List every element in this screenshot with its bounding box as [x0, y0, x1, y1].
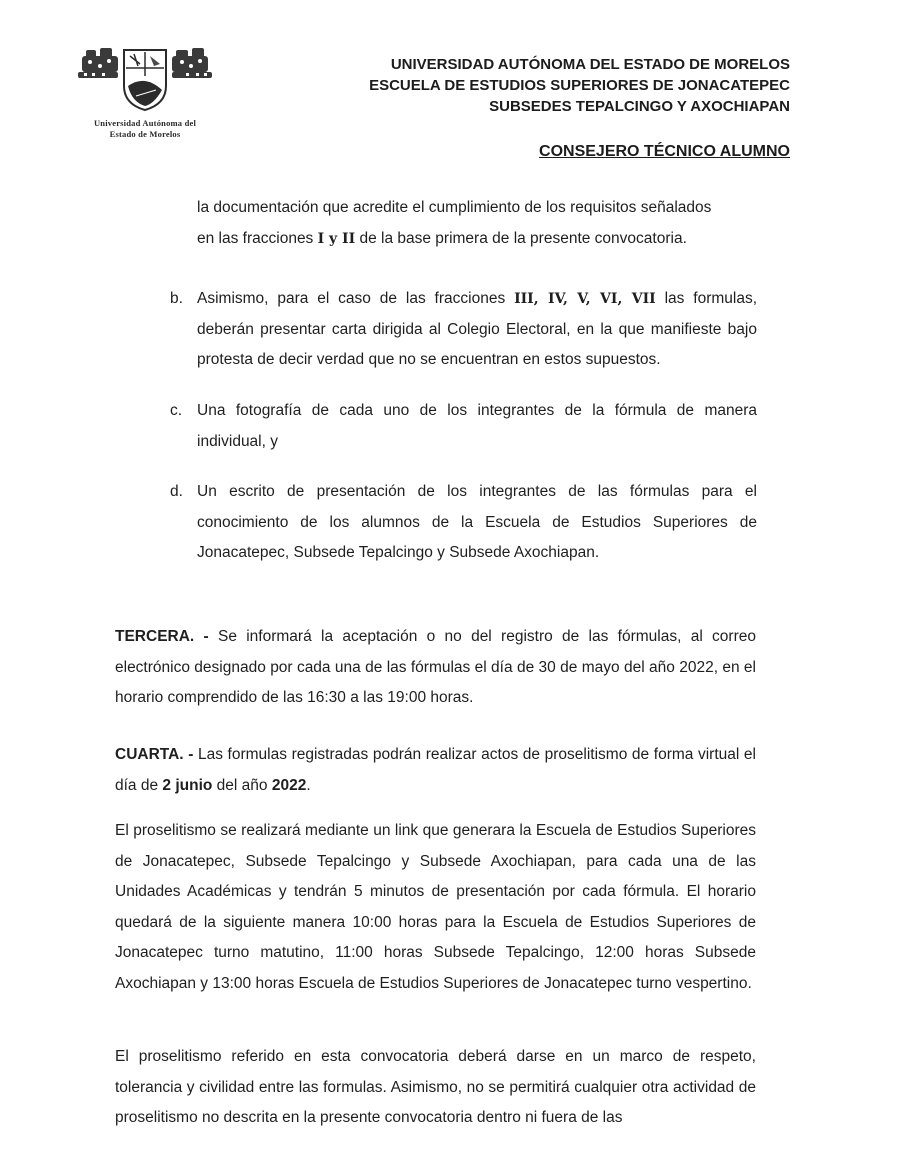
- tercera-paragraph: TERCERA. - Se informará la aceptación o no del registro de las fórmulas, al correo electrónico designado por cada una de las fórmulas el día de 30 de mayo del año 2022, en el horario comprendido de las 16:30 a las 19:00 horas.: [115, 628, 756, 706]
- item-d-letter: d.: [170, 483, 183, 500]
- institution-heading: [369, 54, 790, 117]
- fractions-list-bold: III, IV, V, VI, VII: [514, 291, 656, 307]
- institution-line3: SUBSEDES TEPALCINGO Y AXOCHIAPAN: [489, 98, 790, 115]
- item-b-text: Asimismo, para el caso de las fracciones III, IV, V, VI, VII las formulas, deberán presentar carta dirigida al Colegio Electoral, en la que manifieste bajo protesta de decir verdad que no se encuentran en estos supuestos.: [197, 290, 758, 368]
- tercera-label: TERCERA. -: [115, 628, 209, 645]
- university-crest-icon: [78, 46, 212, 112]
- proselitismo-paragraph: El proselitismo se realizará mediante un link que generara la Escuela de Estudios Superiores de Jonacatepec, Subsede Tepalcingo y Subsede Axochiapan, para cada una de las Unidades Académicas y tendrán 5 minutos de presentación por cada fórmula. El horario quedará de la siguiente manera 10:00 horas para la Escuela de Estudios Superiores de Jonacatepec turno matutino, 11:00 horas Subsede Tepalcingo, 12:00 horas Subsede Axochiapan y 13:00 horas Escuela de Estudios Superiores de Jonacatepec turno vespertino.: [115, 822, 756, 992]
- proselitismo-rules-paragraph: El proselitismo referido en esta convocatoria deberá darse en un marco de respeto, tolerancia y civilidad entre las formulas. Asimismo, no se permitirá cualquier otra actividad de proselitismo no descrita en la presente convocatoria dentro ni fuera de las: [115, 1048, 756, 1126]
- item-c-text: Una fotografía de cada uno de los integrantes de la fórmula de manera individual, y: [197, 402, 757, 450]
- council-title: CONSEJERO TÉCNICO ALUMNO: [539, 143, 790, 160]
- institution-line2: ESCUELA DE ESTUDIOS SUPERIORES DE JONACATEPEC: [369, 77, 790, 94]
- item-b-letter: b.: [170, 290, 183, 307]
- university-logo: [70, 46, 220, 140]
- logo-caption: [70, 118, 220, 140]
- cuarta-year-bold: 2022: [271, 776, 307, 794]
- item-a-continuation: [197, 193, 767, 254]
- item-d-text: Un escrito de presentación de los integrantes de las fórmulas para el conocimiento de los alumnos de la Escuela de Estudios Superiores de Jonacatepec, Subsede Tepalcingo y Subsede Axochiapan.: [197, 483, 757, 561]
- logo-caption-line1: Universidad Autónoma del: [93, 118, 197, 128]
- item-c-letter: c.: [170, 402, 183, 419]
- cuarta-date-bold: 2 junio: [162, 776, 213, 794]
- cuarta-paragraph: CUARTA. - Las formulas registradas podrán realizar actos de proselitismo de forma virtual el día de 2 junio del año 2022.: [115, 746, 756, 794]
- institution-line1: UNIVERSIDAD AUTÓNOMA DEL ESTADO DE MORELOS: [390, 56, 790, 73]
- fractions-bold: I y II: [317, 230, 356, 247]
- logo-caption-line2: Estado de Morelos: [109, 129, 181, 139]
- cuarta-label: CUARTA. -: [115, 746, 194, 763]
- item-a-line2: en las fracciones I y II de la base primera de la presente convocatoria.: [197, 229, 687, 247]
- item-a-line1: la documentación que acredite el cumplimiento de los requisitos señalados: [197, 199, 712, 216]
